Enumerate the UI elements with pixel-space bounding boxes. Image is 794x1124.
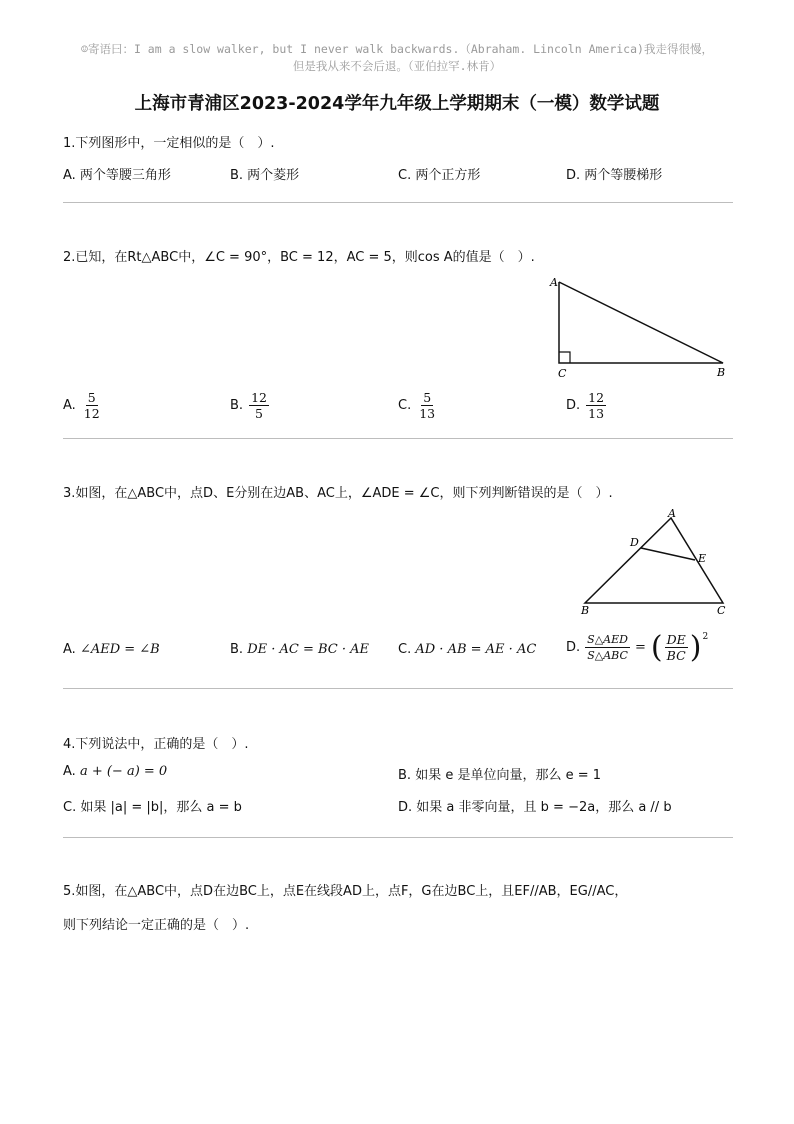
option-letter: D. bbox=[566, 640, 581, 655]
area-ratio-fraction bbox=[585, 632, 630, 663]
vertex-label-b: B bbox=[581, 604, 590, 617]
numerator: DE bbox=[666, 632, 686, 647]
denominator: 13 bbox=[588, 406, 605, 421]
ratio-fraction bbox=[665, 632, 688, 663]
q3-option-a[interactable] bbox=[63, 642, 160, 657]
option-letter: A. bbox=[63, 764, 76, 779]
denominator: 13 bbox=[419, 406, 436, 421]
divider bbox=[63, 438, 733, 439]
q2-option-c[interactable] bbox=[398, 390, 437, 421]
vertex-label-a: A bbox=[668, 508, 676, 520]
denominator: 5 bbox=[255, 406, 263, 421]
triangle-ade-figure bbox=[575, 508, 735, 618]
denominator: S△ABC bbox=[587, 649, 628, 662]
numerator: 12 bbox=[251, 390, 267, 405]
q2-option-b[interactable] bbox=[230, 390, 269, 421]
question-5-stem-line-2: 则下列结论一定正确的是（ ）. bbox=[63, 918, 250, 933]
divider bbox=[63, 202, 733, 203]
option-expression: 如果 |a| = |b|，那么 a = b bbox=[80, 800, 242, 815]
q3-option-b[interactable] bbox=[230, 642, 369, 657]
numerator: 12 bbox=[588, 390, 605, 405]
right-triangle-figure bbox=[545, 272, 735, 382]
q2-option-a[interactable] bbox=[63, 390, 102, 421]
divider bbox=[63, 837, 733, 838]
equals-sign: = bbox=[634, 640, 646, 655]
numerator: S△AED bbox=[587, 633, 628, 646]
exponent: 2 bbox=[702, 632, 709, 642]
right-paren: ) bbox=[689, 629, 702, 665]
vertex-label-a: A bbox=[550, 276, 558, 289]
left-paren: ( bbox=[650, 629, 663, 665]
vertex-label-d: D bbox=[630, 536, 639, 549]
triangle-abc-outline bbox=[559, 282, 723, 363]
q4-option-a[interactable] bbox=[63, 764, 167, 779]
question-4-stem: 4.下列说法中，正确的是（ ）. bbox=[63, 737, 249, 752]
option-expression: a + (− a) = 0 bbox=[79, 764, 168, 779]
fraction bbox=[417, 390, 437, 421]
question-2-stem: 2.已知，在Rt△ABC中，∠C = 90°，BC = 12，AC = 5，则cos A的值是（ ）. bbox=[63, 250, 535, 265]
question-1-stem: 1.下列图形中，一定相似的是（ ）. bbox=[63, 136, 275, 151]
option-letter: C. bbox=[398, 642, 412, 657]
right-angle-mark bbox=[559, 352, 570, 363]
divider bbox=[63, 688, 733, 689]
q1-option-c[interactable]: C. 两个正方形 bbox=[398, 168, 481, 183]
vertex-label-c: C bbox=[558, 367, 567, 380]
vertex-label-b: B bbox=[717, 366, 726, 379]
q4-option-d[interactable] bbox=[398, 796, 672, 815]
motto-line-1: ☺寄语曰：I am a slow walker, but I never walk backwards.（Abraham. Lincoln America)我走得很慢， bbox=[81, 42, 713, 56]
vertex-label-e: E bbox=[698, 552, 707, 565]
denominator: BC bbox=[666, 648, 686, 663]
numerator: 5 bbox=[423, 390, 432, 405]
option-expression: DE · AC = BC · AE bbox=[247, 642, 370, 657]
q1-option-a[interactable]: A. 两个等腰三角形 bbox=[63, 168, 171, 183]
q2-option-d[interactable] bbox=[566, 390, 606, 421]
question-3-stem: 3.如图，在△ABC中，点D、E分别在边AB、AC上，∠ADE = ∠C，则下列判断错误的是（ ）. bbox=[63, 486, 613, 501]
option-expression: 如果 a 非零向量，且 b = −2a，那么 a // b bbox=[416, 800, 672, 815]
q3-option-d[interactable] bbox=[566, 629, 709, 665]
fraction bbox=[82, 390, 102, 421]
denominator: 12 bbox=[83, 406, 100, 421]
motto-line-2: 但是我从来不会后退。（亚伯拉罕.林肯） bbox=[292, 59, 502, 73]
fraction bbox=[586, 390, 606, 421]
option-letter: B. bbox=[398, 768, 412, 783]
numerator: 5 bbox=[87, 390, 96, 405]
q4-option-c[interactable] bbox=[63, 796, 242, 815]
option-letter: B. bbox=[230, 642, 244, 657]
q1-option-d[interactable]: D. 两个等腰梯形 bbox=[566, 168, 663, 183]
option-letter: D. bbox=[398, 800, 413, 815]
fraction bbox=[249, 390, 269, 421]
question-5-stem-line-1: 5.如图，在△ABC中，点D在边BC上，点E在线段AD上，点F，G在边BC上，且EF//AB，EG//AC， bbox=[63, 884, 628, 899]
q4-option-b[interactable] bbox=[398, 764, 601, 783]
q1-option-b[interactable]: B. 两个菱形 bbox=[230, 168, 300, 183]
option-letter: D. bbox=[566, 398, 581, 413]
segment-de bbox=[641, 548, 695, 560]
option-expression: 如果 e 是单位向量，那么 e = 1 bbox=[415, 768, 602, 783]
q3-option-c[interactable] bbox=[398, 642, 536, 657]
option-letter: A. bbox=[63, 398, 76, 413]
option-expression: ∠AED = ∠B bbox=[79, 642, 160, 657]
option-letter: C. bbox=[398, 398, 412, 413]
option-expression: AD · AB = AE · AC bbox=[415, 642, 537, 657]
page-title: 上海市青浦区2023-2024学年九年级上学期期末（一模）数学试题 bbox=[134, 94, 660, 114]
option-letter: C. bbox=[63, 800, 77, 815]
vertex-label-c: C bbox=[717, 604, 726, 617]
option-letter: A. bbox=[63, 642, 76, 657]
option-letter: B. bbox=[230, 398, 244, 413]
